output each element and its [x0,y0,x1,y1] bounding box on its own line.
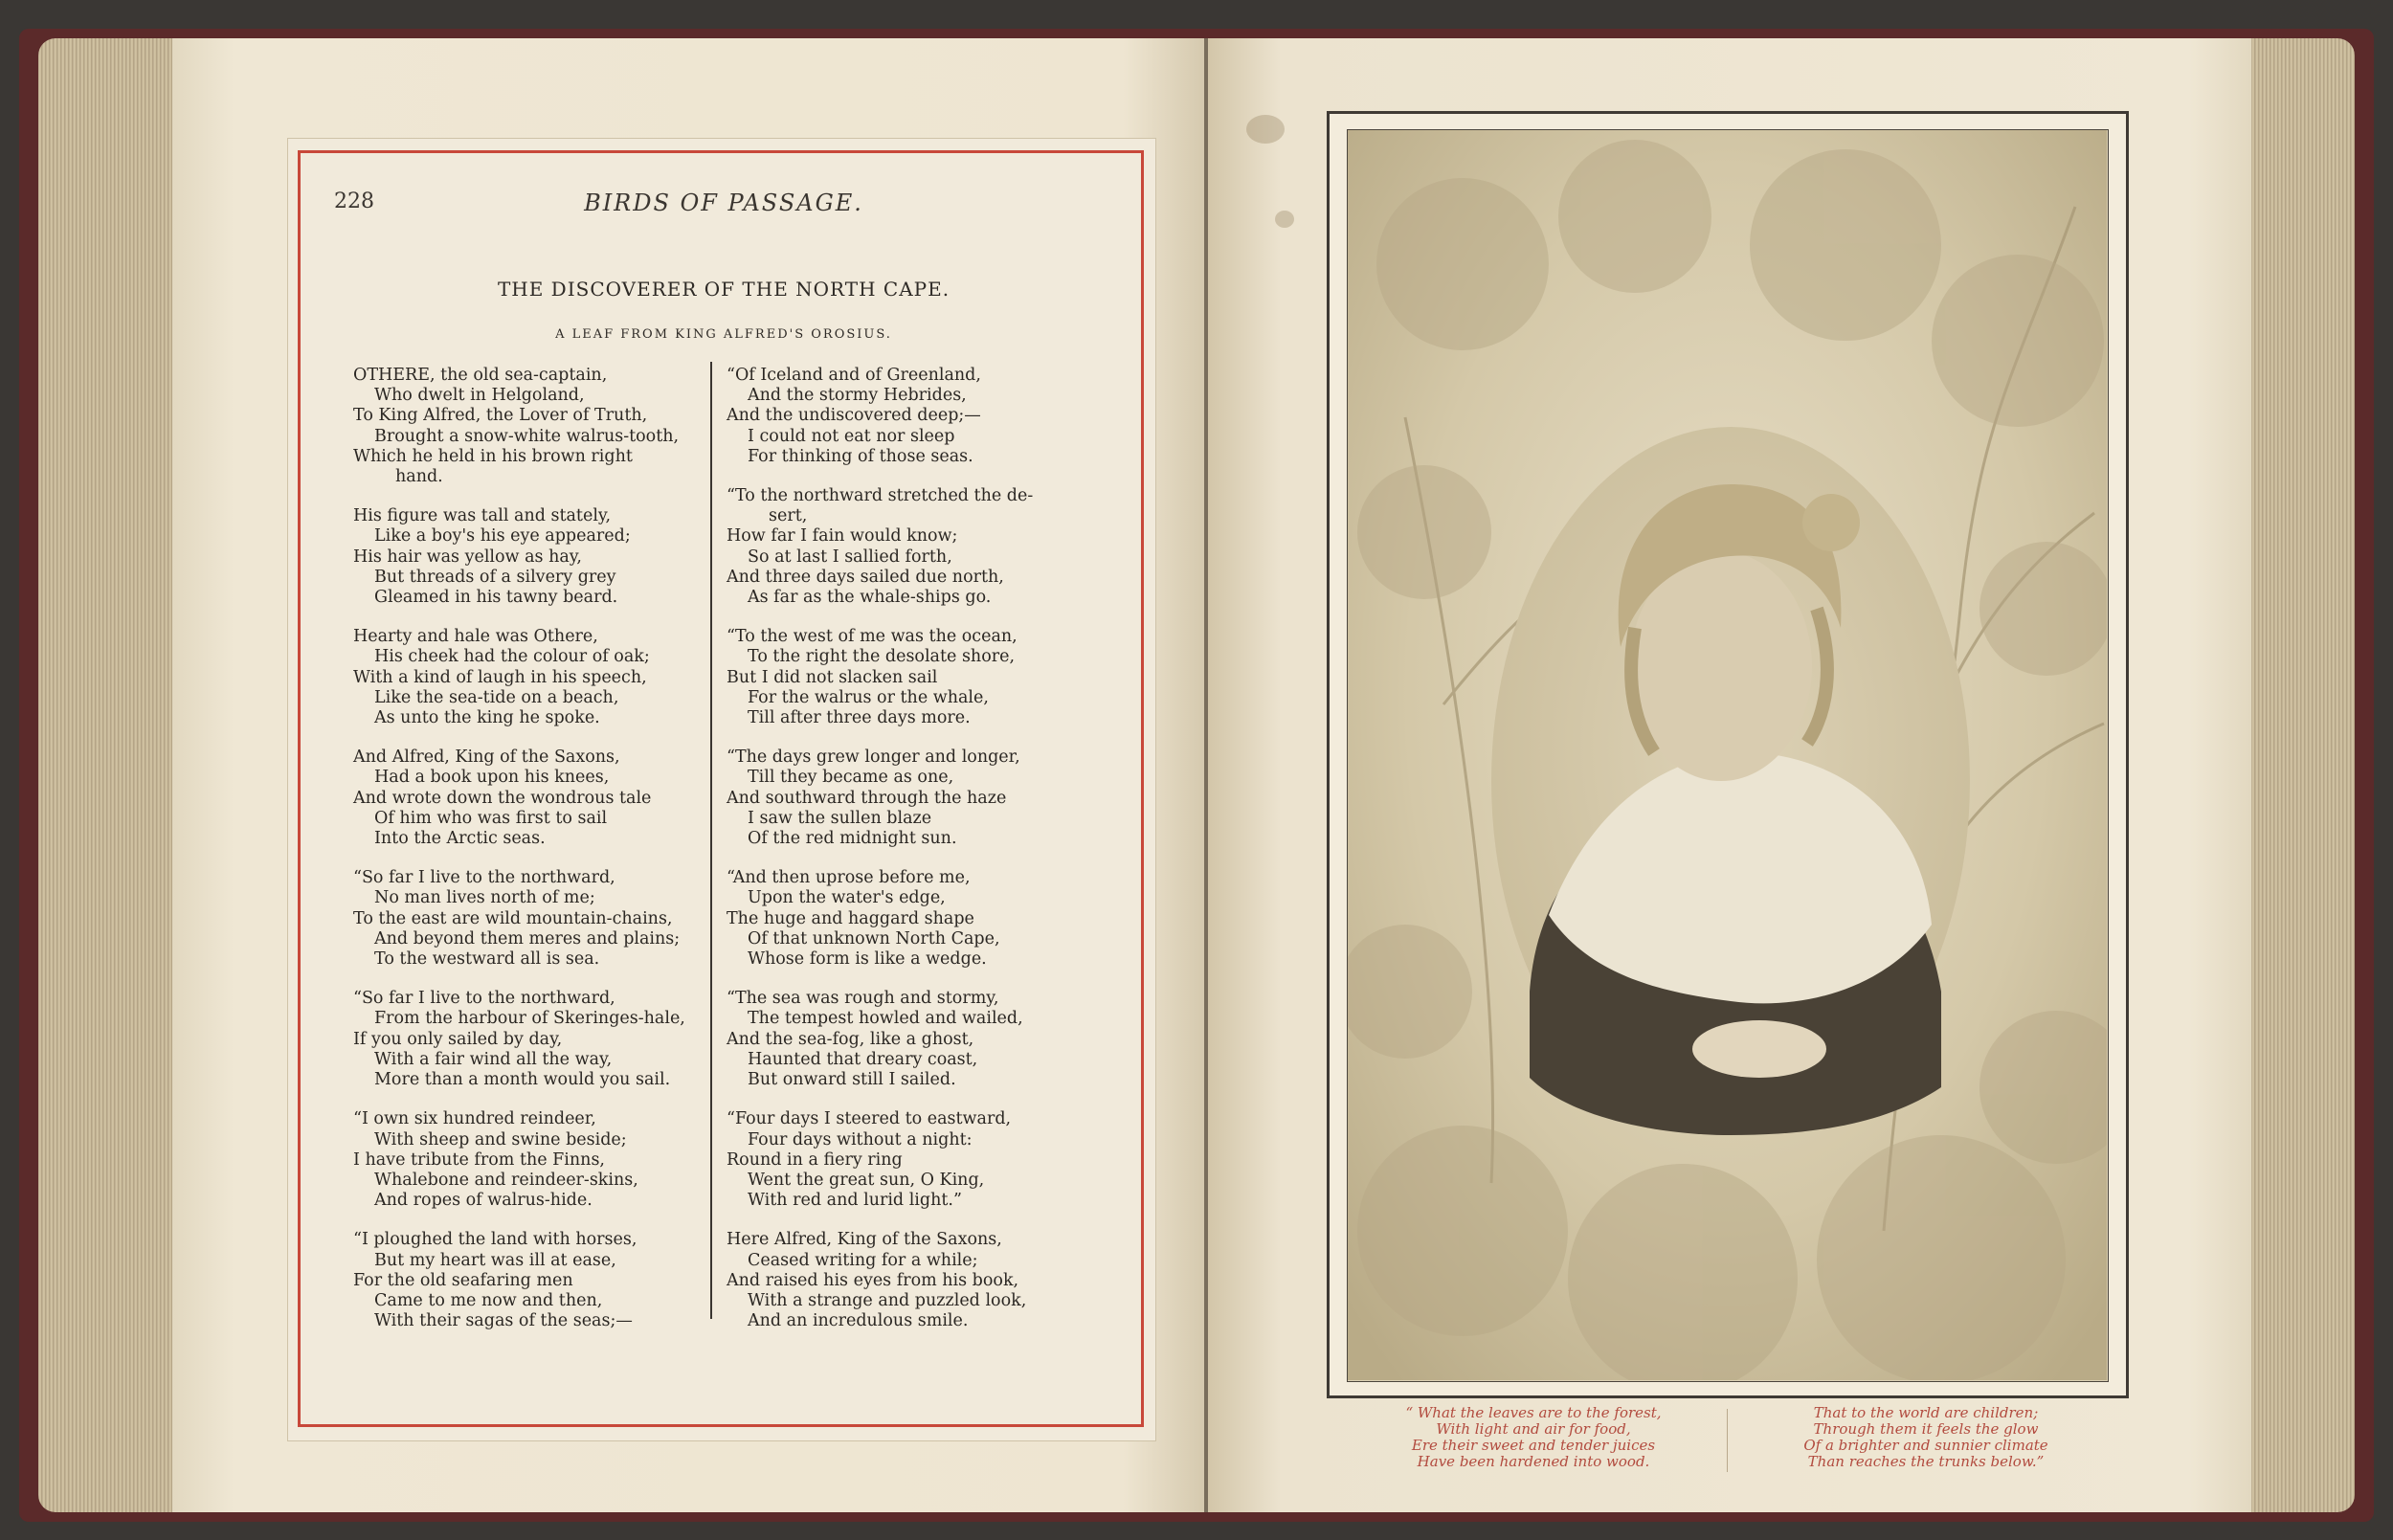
poem-line: No man lives north of me; [374,888,595,908]
poem-line: With a kind of laugh in his speech, [353,667,647,687]
poem-line: But my heart was ill at ease, [374,1250,616,1270]
poem-stanza [353,1230,736,1331]
poem-stanza [353,366,736,487]
poem-line: With red and lurid light.” [748,1191,962,1211]
poem-column-right [727,366,1109,1350]
poem-line: Went the great sun, O King, [748,1170,985,1190]
poem-stanza [353,627,736,728]
poem-line: “To the west of me was the ocean, [727,627,1018,647]
poem-stanza [353,748,736,849]
page-number: 228 [334,190,374,213]
poem-line: As unto the king he spoke. [374,708,600,728]
vignette-portrait-photo [1348,130,2107,1380]
poem-line: Four days without a night: [748,1129,973,1149]
poem-line: Gleamed in his tawny beard. [374,588,618,608]
poem-line: Came to me now and then, [374,1290,603,1310]
poem-line: And three days sailed due north, [727,567,1004,587]
poem-line: And the stormy Hebrides, [748,386,967,406]
foxing-spot [1246,115,1285,144]
poem-line: His figure was tall and stately, [353,506,612,526]
poem-stanza [353,989,736,1090]
poem-line: With sheep and swine beside; [374,1129,627,1149]
poem-line: I have tribute from the Finns, [353,1149,605,1170]
poem-line: If you only sailed by day, [353,1029,563,1049]
poem-line: Who dwelt in Helgoland, [374,386,585,406]
poem-line: Of him who was first to sail [374,808,608,828]
foxing-spot [1275,211,1294,228]
poem-line: Brought a snow-white walrus-tooth, [374,426,680,446]
poem-subtitle: A LEAF FROM KING ALFRED'S OROSIUS. [555,327,892,342]
poem-line: And beyond them meres and plains; [374,928,681,949]
caption-line: Than reaches the trunks below.” [1807,1453,2045,1470]
photo-captions [1323,1405,2136,1491]
poem-line: Round in a fiery ring [727,1149,903,1170]
poem-line: “To the northward stretched the de- [727,486,1034,506]
poem-line: Whose form is like a wedge. [748,949,987,970]
poem-line: His hair was yellow as hay, [353,547,582,567]
poem-line: sert, [769,506,808,526]
poem-line: But onward still I sailed. [748,1070,956,1090]
poem-line: “And then uprose before me, [727,868,971,888]
poem-line: For thinking of those seas. [748,446,973,466]
running-title: BIRDS OF PASSAGE. [584,190,863,216]
poem-line: How far I fain would know; [727,526,958,547]
right-page-edges [2240,38,2355,1512]
poem-line: From the harbour of Skeringes-hale, [374,1009,685,1029]
caption-line: Ere their sweet and tender juices [1411,1437,1656,1454]
poem-line: I could not eat nor sleep [748,426,955,446]
poem-line: So at last I sallied forth, [748,547,952,567]
poem-line: Whalebone and reindeer-skins, [374,1170,638,1190]
poem-line: “Of Iceland and of Greenland, [727,366,981,385]
hair-bun [1802,494,1860,551]
left-page-edges [38,38,182,1512]
red-border-frame [298,150,1144,1427]
poem-stanza [353,506,736,608]
poem-line: With a fair wind all the way, [374,1049,613,1069]
caption-line: With light and air for food, [1436,1420,1631,1438]
poem-line: For the old seafaring men [353,1270,573,1290]
poem-line: Into the Arctic seas. [374,829,546,849]
poem-line: To King Alfred, the Lover of Truth, [353,406,648,426]
poem-line: With a strange and puzzled look, [748,1290,1027,1310]
column-divider [710,362,712,1319]
poem-line: Which he held in his brown right [353,446,633,466]
poem-line: As far as the whale-ships go. [748,588,992,608]
poem-line: Here Alfred, King of the Saxons, [727,1230,1002,1250]
poem-line: To the east are wild mountain-chains, [353,908,673,928]
poem-line: hand. [395,467,443,487]
poem-line: Like a boy's his eye appeared; [374,526,631,547]
poem-line: “The sea was rough and stormy, [727,989,999,1009]
poem-line: “So far I live to the northward, [353,868,615,888]
poem-line: And southward through the haze [727,788,1007,808]
poem-line: Haunted that dreary coast, [748,1049,978,1069]
poem-line: And raised his eyes from his book, [727,1270,1019,1290]
left-page [172,38,1206,1512]
caption-right [1744,1405,2108,1470]
poem-line: “I own six hundred reindeer, [353,1109,596,1129]
poem-stanza [727,748,1109,849]
poem-stanza [727,868,1109,970]
poem-line: Like the sea-tide on a beach, [374,687,619,707]
poem-line: Till after three days more. [748,708,971,728]
poem-line: Till they became as one, [748,768,954,788]
poem-line: “Four days I steered to eastward, [727,1109,1012,1129]
photograph [1347,129,2109,1382]
poem-column-left [353,366,736,1350]
poem-stanza [727,989,1109,1090]
caption-line: Have been hardened into wood. [1417,1453,1650,1470]
poem-line: To the westward all is sea. [374,949,600,970]
poem-stanza [353,868,736,970]
photo-mount [1327,111,2129,1398]
poem-line: “I ploughed the land with horses, [353,1230,637,1250]
caption-line: “ What the leaves are to the forest, [1405,1404,1662,1421]
poem-line: Hearty and hale was Othere, [353,627,598,647]
poem-line: His cheek had the colour of oak; [374,647,650,667]
caption-line: Through them it feels the glow [1813,1420,2039,1438]
poem-line: But threads of a silvery grey [374,567,616,587]
printed-leaf [287,138,1156,1441]
poem-line: The tempest howled and wailed, [748,1009,1023,1029]
poem-line: And Alfred, King of the Saxons, [353,748,620,768]
poem-stanza [727,1230,1109,1331]
poem-line: Of the red midnight sun. [748,829,957,849]
poem-line: And wrote down the wondrous tale [353,788,652,808]
poem-line: “So far I live to the northward, [353,989,615,1009]
caption-line: That to the world are children; [1813,1404,2039,1421]
poem-line: With their sagas of the seas;— [374,1311,633,1331]
poem-stanza [727,1109,1109,1211]
poem-line: Of that unknown North Cape, [748,928,1000,949]
poem-line: And ropes of walrus-hide. [374,1191,593,1211]
poem-stanza [727,366,1109,467]
poem-stanza [353,1109,736,1211]
poem-line: Had a book upon his knees, [374,768,610,788]
page-header [301,190,1147,228]
poem-line: But I did not slacken sail [727,667,938,687]
poem-line: And the sea-fog, like a ghost, [727,1029,974,1049]
poem-line: OTHERE, the old sea-captain, [353,366,608,385]
poem-line: More than a month would you sail. [374,1070,671,1090]
poem-line: And an incredulous smile. [748,1311,969,1331]
caption-line: Of a brighter and sunnier climate [1803,1437,2048,1454]
poem-line: I saw the sullen blaze [748,808,932,828]
poem-stanza [727,486,1109,608]
poem-line: Upon the water's edge, [748,888,946,908]
right-page [1208,38,2251,1512]
poem-title: THE DISCOVERER OF THE NORTH CAPE. [497,278,950,301]
caption-left [1352,1405,1715,1470]
poem-line: “The days grew longer and longer, [727,748,1020,768]
poem-stanza [727,627,1109,728]
caption-divider [1727,1409,1728,1472]
poem-line: The huge and haggard shape [727,908,974,928]
poem-line: To the right the desolate shore, [748,647,1016,667]
folded-hands [1692,1020,1826,1078]
poem-line: For the walrus or the whale, [748,687,989,707]
poem-line: And the undiscovered deep;— [727,406,981,426]
poem-line: Ceased writing for a while; [748,1250,978,1270]
